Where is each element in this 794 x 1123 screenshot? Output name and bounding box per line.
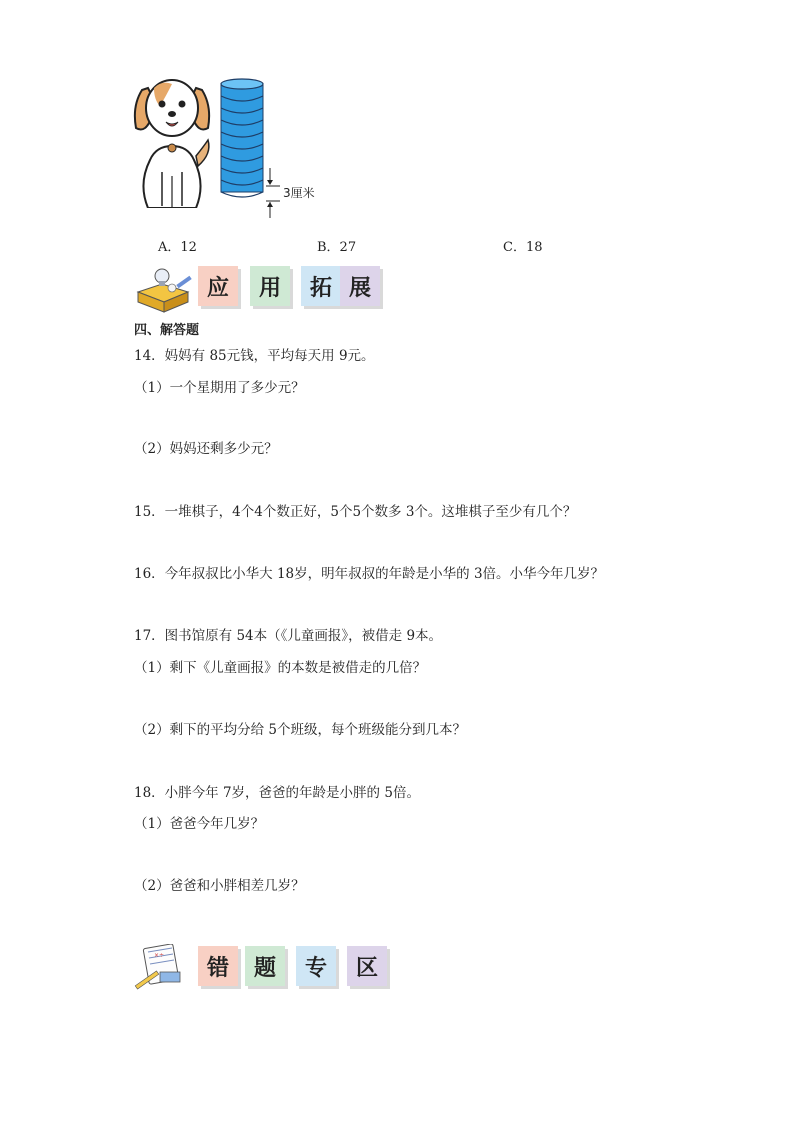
banner-tile-1: 应: [198, 266, 238, 306]
coin-top: [221, 79, 263, 89]
treasure-box-icon: [132, 266, 196, 318]
question-16: 16．今年叔叔比小华大 18岁，明年叔叔的年龄是小华的 3倍。小华今年几岁？: [134, 566, 605, 582]
coin-edge: [221, 192, 263, 197]
question-18-1: （1）爸爸今年几岁？: [134, 816, 265, 832]
question-15: 15．一堆棋子，4个4个数正好，5个5个数多 3个。这堆棋子至少有几个？: [134, 504, 577, 520]
banner-tile-3: 专: [296, 946, 336, 986]
question-17: 17．图书馆原有 54本（《儿童画报》，被借走 9本。: [134, 628, 443, 644]
measure-label: 3厘米: [283, 186, 315, 200]
banner-tile-4: 展: [340, 266, 380, 306]
question-18-2: （2）爸爸和小胖相差几岁？: [134, 878, 305, 894]
notebook-pencil-icon: [132, 944, 194, 996]
measure-marker: [262, 168, 282, 218]
banner-tile-4: 区: [347, 946, 387, 986]
question-18: 18．小胖今年 7岁，爸爸的年龄是小胖的 5倍。: [134, 785, 420, 801]
banner-tile-2: 题: [245, 946, 285, 986]
question-14: 14．妈妈有 85元钱，平均每天用 9元。: [134, 348, 375, 364]
choice-a[interactable]: A．12: [158, 240, 197, 255]
question-14-1: （1）一个星期用了多少元？: [134, 380, 305, 396]
puppy-illustration: [132, 76, 214, 208]
section-heading: 四、解答题: [134, 323, 200, 338]
banner-tile-2: 用: [250, 266, 290, 306]
question-14-2: （2）妈妈还剩多少元？: [134, 441, 278, 457]
coin-stack: [218, 76, 268, 210]
banner-tile-1: 错: [198, 946, 238, 986]
question-17-2: （2）剩下的平均分给 5个班级，每个班级能分到几本？: [134, 722, 466, 738]
banner-tile-3: 拓: [301, 266, 341, 306]
question-17-1: （1）剩下《儿童画报》的本数是被借走的几倍？: [134, 660, 427, 676]
choice-b[interactable]: B．27: [317, 240, 357, 255]
svg-text:×÷: ×÷: [154, 952, 165, 959]
apply-extend-banner: [132, 266, 402, 314]
choice-c[interactable]: C．18: [503, 240, 543, 255]
coin-stack-body: [221, 84, 263, 192]
error-zone-banner: [132, 944, 402, 992]
